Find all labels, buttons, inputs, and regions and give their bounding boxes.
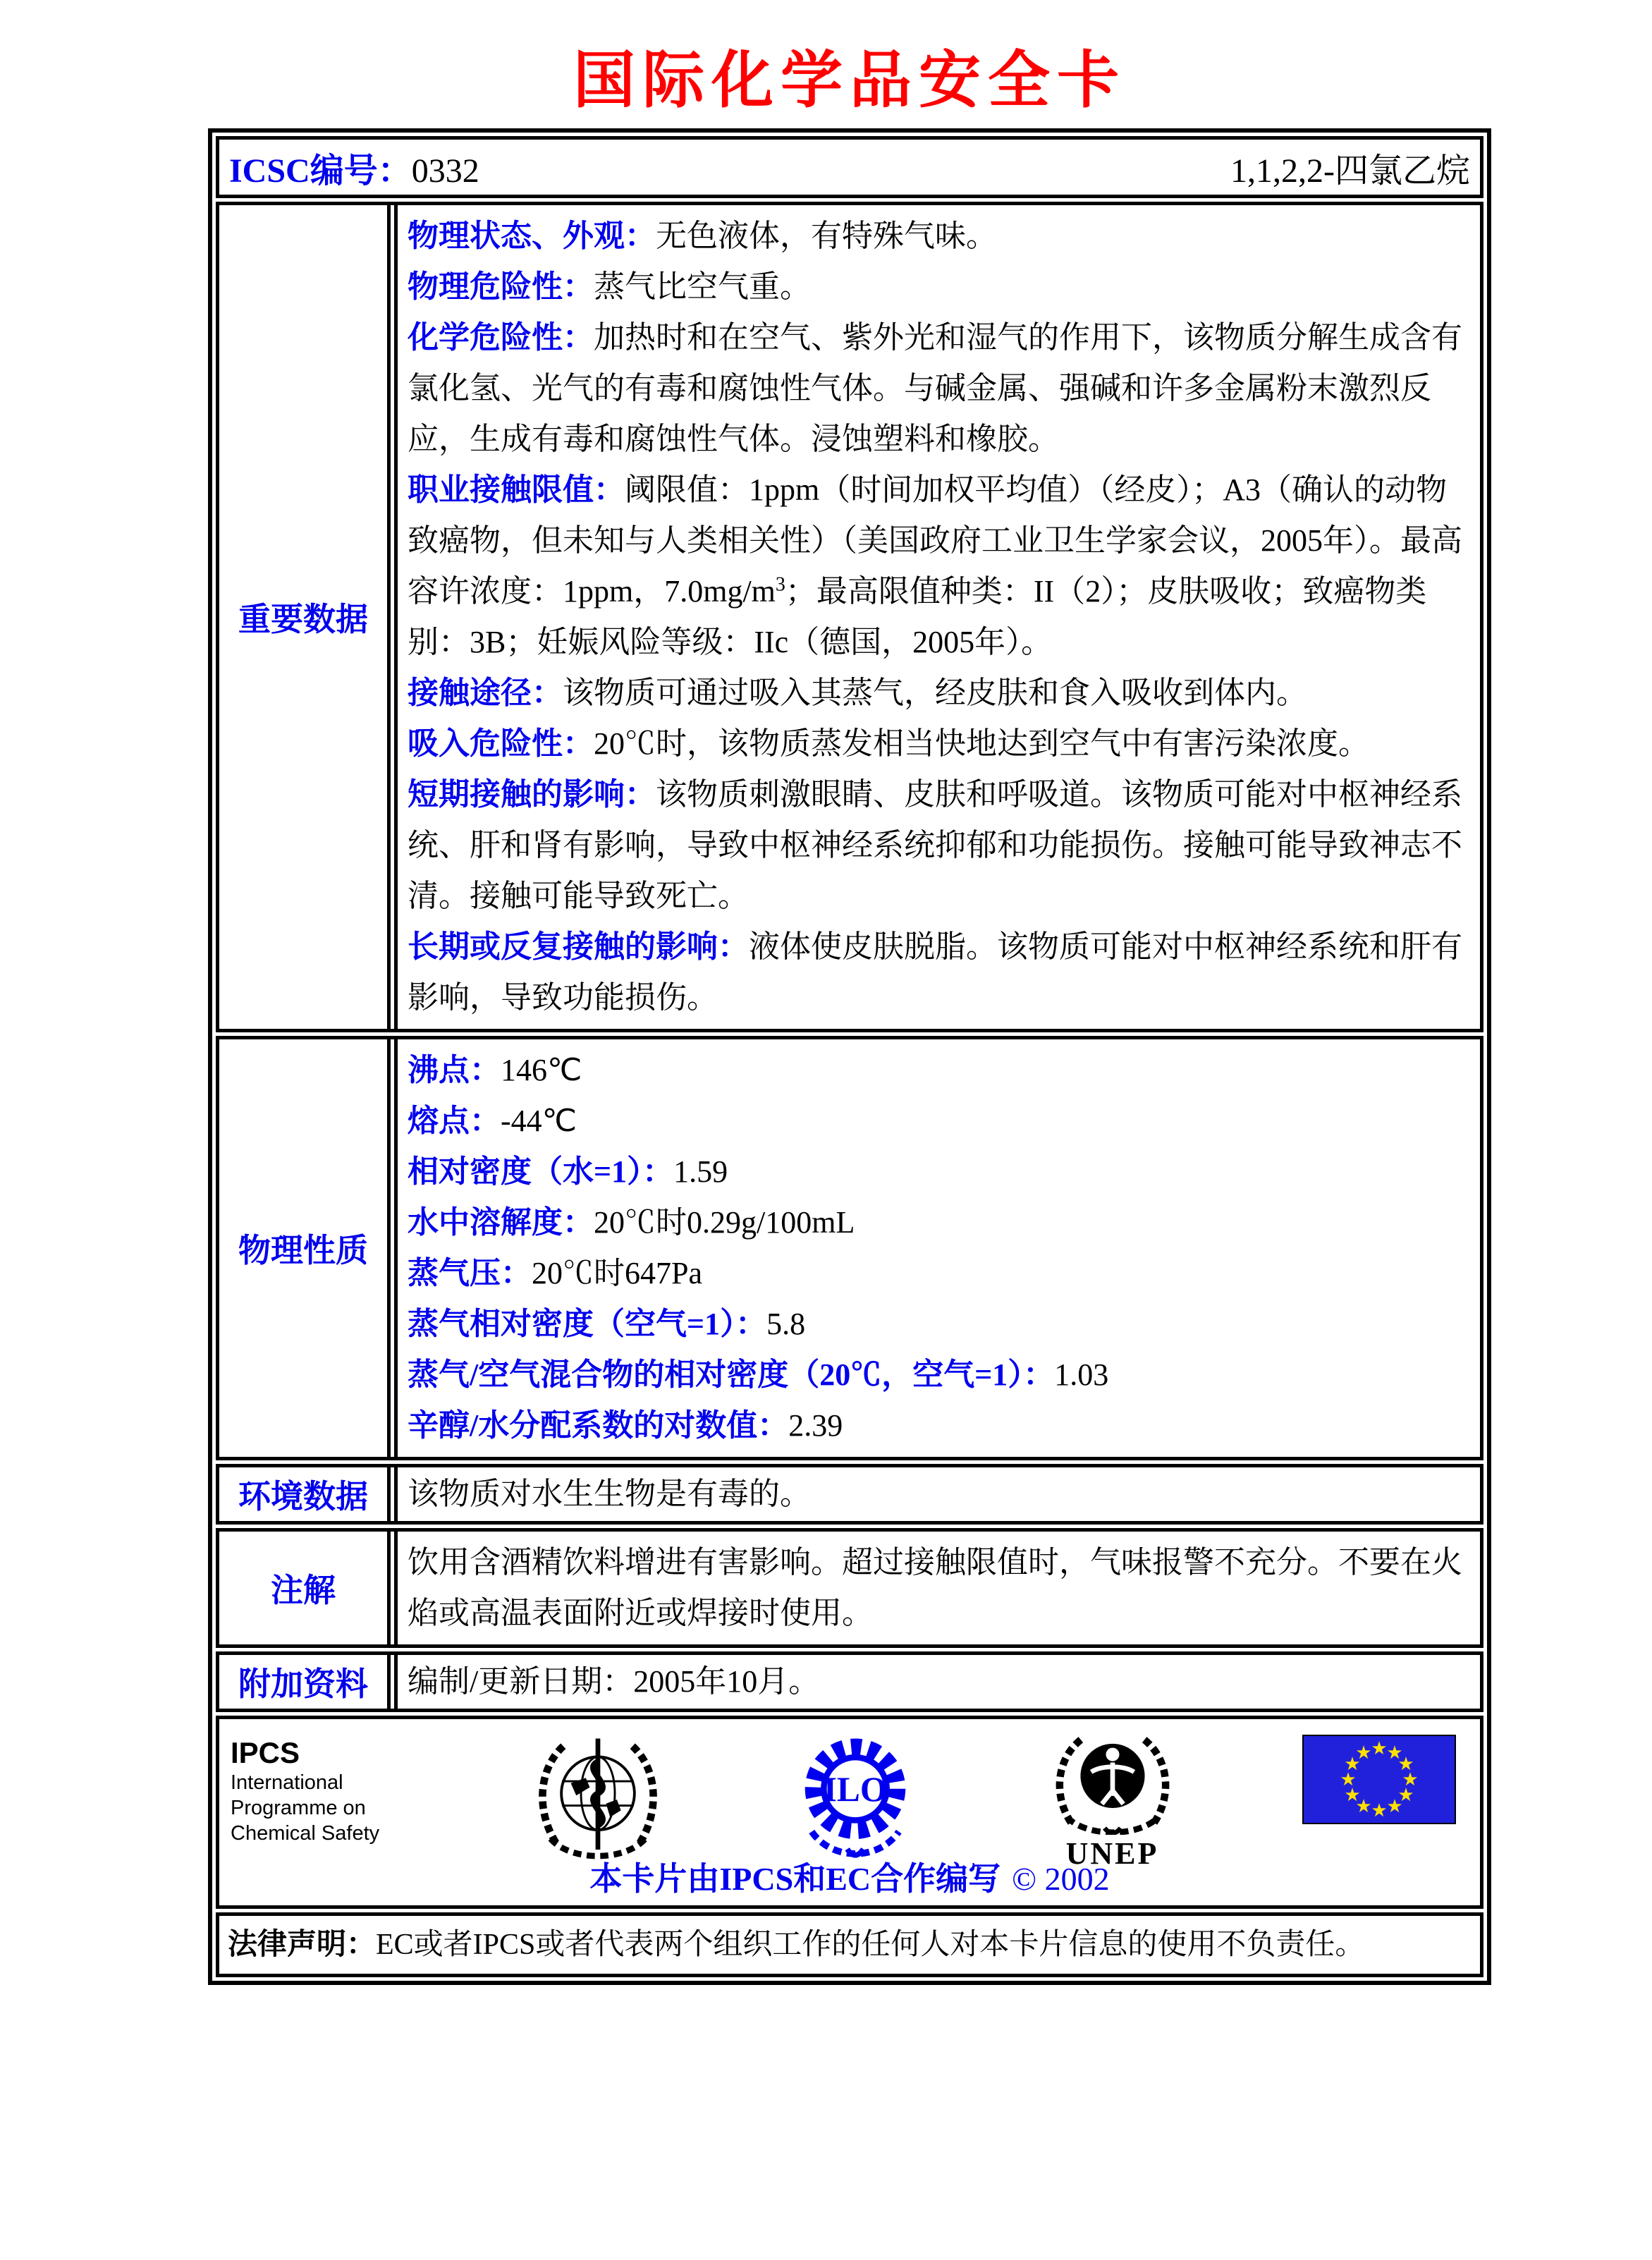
logo-strip — [219, 1719, 1480, 1872]
property-water-solubility — [408, 1197, 1469, 1248]
property-label: 相对密度（水=1）： — [408, 1154, 674, 1189]
field-label: 短期接触的影响： — [408, 777, 656, 812]
notes-row-label: 注解 — [219, 1532, 391, 1644]
property-label: 水中溶解度： — [408, 1205, 594, 1240]
property-value: 2.39 — [788, 1408, 843, 1443]
field-inhalation-risk — [408, 719, 1469, 769]
property-value: 146℃ — [501, 1053, 582, 1087]
property-label: 蒸气相对密度（空气=1）： — [408, 1307, 767, 1341]
field-occupational-exposure-limits — [408, 465, 1469, 668]
important-data-row — [216, 202, 1483, 1032]
important-data-row-label: 重要数据 — [219, 205, 391, 1029]
field-exposure-routes — [408, 668, 1469, 719]
svg-text:★: ★ — [1355, 1796, 1372, 1817]
svg-text:★: ★ — [1386, 1742, 1403, 1764]
icsc-number-value: 0332 — [411, 152, 479, 190]
property-melting-point — [408, 1096, 1469, 1147]
unep-block — [1046, 1729, 1180, 1869]
unep-label: UNEP — [1065, 1836, 1159, 1871]
field-label: 职业接触限值： — [408, 472, 625, 507]
svg-text:★: ★ — [1355, 1742, 1372, 1764]
ilo-emblem-icon — [788, 1729, 922, 1872]
environmental-data-row-label: 环境数据 — [219, 1467, 391, 1521]
svg-text:ILO: ILO — [823, 1769, 888, 1809]
field-label: 接触途径： — [408, 676, 563, 710]
caption-copyright: © 2002 — [1012, 1861, 1110, 1897]
property-octanol-water-partition — [408, 1400, 1469, 1451]
svg-text:★: ★ — [1397, 1754, 1414, 1775]
property-vapor-air-mixture-density — [408, 1350, 1469, 1400]
property-relative-density — [408, 1147, 1469, 1197]
additional-info-row — [216, 1651, 1483, 1712]
property-label: 辛醇/水分配系数的对数值： — [408, 1408, 789, 1443]
property-value: -44℃ — [501, 1104, 577, 1138]
additional-info-content: 编制/更新日期：2005年10月。 — [394, 1655, 1480, 1709]
field-label: 化学危险性： — [408, 320, 594, 355]
property-label: 蒸气/空气混合物的相对密度（20℃，空气=1）： — [408, 1357, 1055, 1392]
field-text: 该物质可通过吸入其蒸气，经皮肤和食入吸收到体内。 — [563, 676, 1307, 710]
property-value: 20℃时647Pa — [532, 1256, 702, 1290]
field-text: 液体使皮肤脱脂。该物质可能对中枢神经系统和肝有影响，导致功能损伤。 — [408, 929, 1462, 1015]
organizations-logos-row — [216, 1716, 1483, 1909]
physical-properties-row — [216, 1036, 1483, 1460]
card-header-row — [216, 136, 1483, 198]
icsc-number-group — [229, 143, 479, 192]
notes-content: 饮用含酒精饮料增进有害影响。超过接触限值时，气味报警不充分。不要在火焰或高温表面附近或焊接时使用。 — [394, 1532, 1480, 1644]
svg-text:★: ★ — [1402, 1769, 1419, 1790]
property-value: 20℃时0.29g/100mL — [594, 1205, 855, 1240]
field-text: 阈限值：1ppm（时间加权平均值）（经皮）；A3（确认的动物致癌物，但未知与人类相关性）（美国政府工业卫生学家会议，2005年）。最高容许浓度：1ppm，7.0mg/m — [408, 472, 1462, 609]
field-text-continued: ；最高限值种类：II（2）；皮肤吸收；致癌物类别：3B；妊娠风险等级：IIc（德国，2005年）。 — [408, 574, 1427, 659]
environmental-data-row — [216, 1464, 1483, 1525]
field-text: 20℃时，该物质蒸发相当快地达到空气中有害污染浓度。 — [594, 726, 1369, 761]
who-emblem-icon — [530, 1729, 666, 1872]
environmental-data-content: 该物质对水生生物是有毒的。 — [394, 1467, 1480, 1521]
property-vapor-relative-density — [408, 1299, 1469, 1350]
field-text: 无色液体，有特殊气味。 — [656, 219, 997, 253]
svg-text:★: ★ — [1386, 1796, 1403, 1817]
caption-text: 本卡片由IPCS和EC合作编写 — [589, 1861, 1001, 1897]
field-label: 吸入危险性： — [408, 726, 594, 761]
property-vapor-pressure — [408, 1248, 1469, 1299]
cooperation-caption — [219, 1853, 1480, 1900]
notes-row — [216, 1528, 1483, 1648]
svg-text:★: ★ — [1371, 1738, 1388, 1759]
property-boiling-point — [408, 1045, 1469, 1096]
property-label: 沸点： — [408, 1053, 501, 1087]
additional-info-row-label: 附加资料 — [219, 1655, 391, 1709]
ipcs-subtitle-line: Programme on — [231, 1797, 366, 1819]
eu-flag-icon — [1302, 1735, 1456, 1828]
property-value: 1.03 — [1054, 1357, 1109, 1392]
legal-text: EC或者IPCS或者代表两个组织工作的任何人对本卡片信息的使用不负责任。 — [376, 1929, 1365, 1961]
ipcs-subtitle-line: Chemical Safety — [231, 1822, 380, 1845]
superscript: 3 — [775, 573, 785, 596]
field-chemical-hazard — [408, 312, 1469, 465]
legal-disclaimer-row — [216, 1912, 1483, 1977]
svg-text:★: ★ — [1371, 1800, 1388, 1821]
svg-text:★: ★ — [1344, 1754, 1361, 1775]
icsc-card-table — [208, 128, 1491, 1985]
icsc-number-label: ICSC编号： — [229, 152, 412, 190]
ipcs-text-block — [231, 1729, 407, 1846]
field-short-term-effects — [408, 769, 1469, 922]
legal-label: 法律声明： — [228, 1929, 377, 1961]
field-label: 长期或反复接触的影响： — [408, 929, 749, 964]
field-text: 该物质刺激眼睛、皮肤和呼吸道。该物质可能对中枢神经系统、肝和肾有影响，导致中枢神经系统抑郁和功能损伤。接触可能导致神志不清。接触可能导致死亡。 — [408, 777, 1462, 913]
important-data-content — [394, 205, 1480, 1029]
svg-text:★: ★ — [1344, 1785, 1361, 1806]
property-value: 1.59 — [673, 1154, 728, 1189]
property-label: 蒸气压： — [408, 1256, 532, 1290]
ipcs-subtitle-line: International — [231, 1771, 343, 1794]
unep-emblem-icon — [1046, 1729, 1180, 1838]
property-value: 5.8 — [766, 1307, 806, 1341]
ipcs-title: IPCS — [231, 1736, 300, 1769]
property-label: 熔点： — [408, 1104, 501, 1138]
field-label: 物理危险性： — [408, 269, 594, 304]
physical-properties-row-label: 物理性质 — [219, 1039, 391, 1457]
field-physical-hazard — [408, 262, 1469, 312]
field-long-term-effects — [408, 922, 1469, 1023]
field-physical-state — [408, 211, 1469, 262]
page-title: 国际化学品安全卡 — [573, 47, 1126, 116]
svg-text:★: ★ — [1397, 1785, 1414, 1806]
svg-text:★: ★ — [1340, 1769, 1357, 1790]
chemical-name: 1,1,2,2-四氯乙烷 — [1230, 152, 1470, 190]
field-label: 物理状态、外观： — [408, 219, 656, 253]
field-text: 蒸气比空气重。 — [594, 269, 811, 304]
physical-properties-content — [394, 1039, 1480, 1457]
field-text: 加热时和在空气、紫外光和湿气的作用下，该物质分解生成含有氯化氢、光气的有毒和腐蚀性气体。与碱金属、强碱和许多金属粉末激烈反应，生成有毒和腐蚀性气体。浸蚀塑料和橡胶。 — [408, 320, 1462, 456]
